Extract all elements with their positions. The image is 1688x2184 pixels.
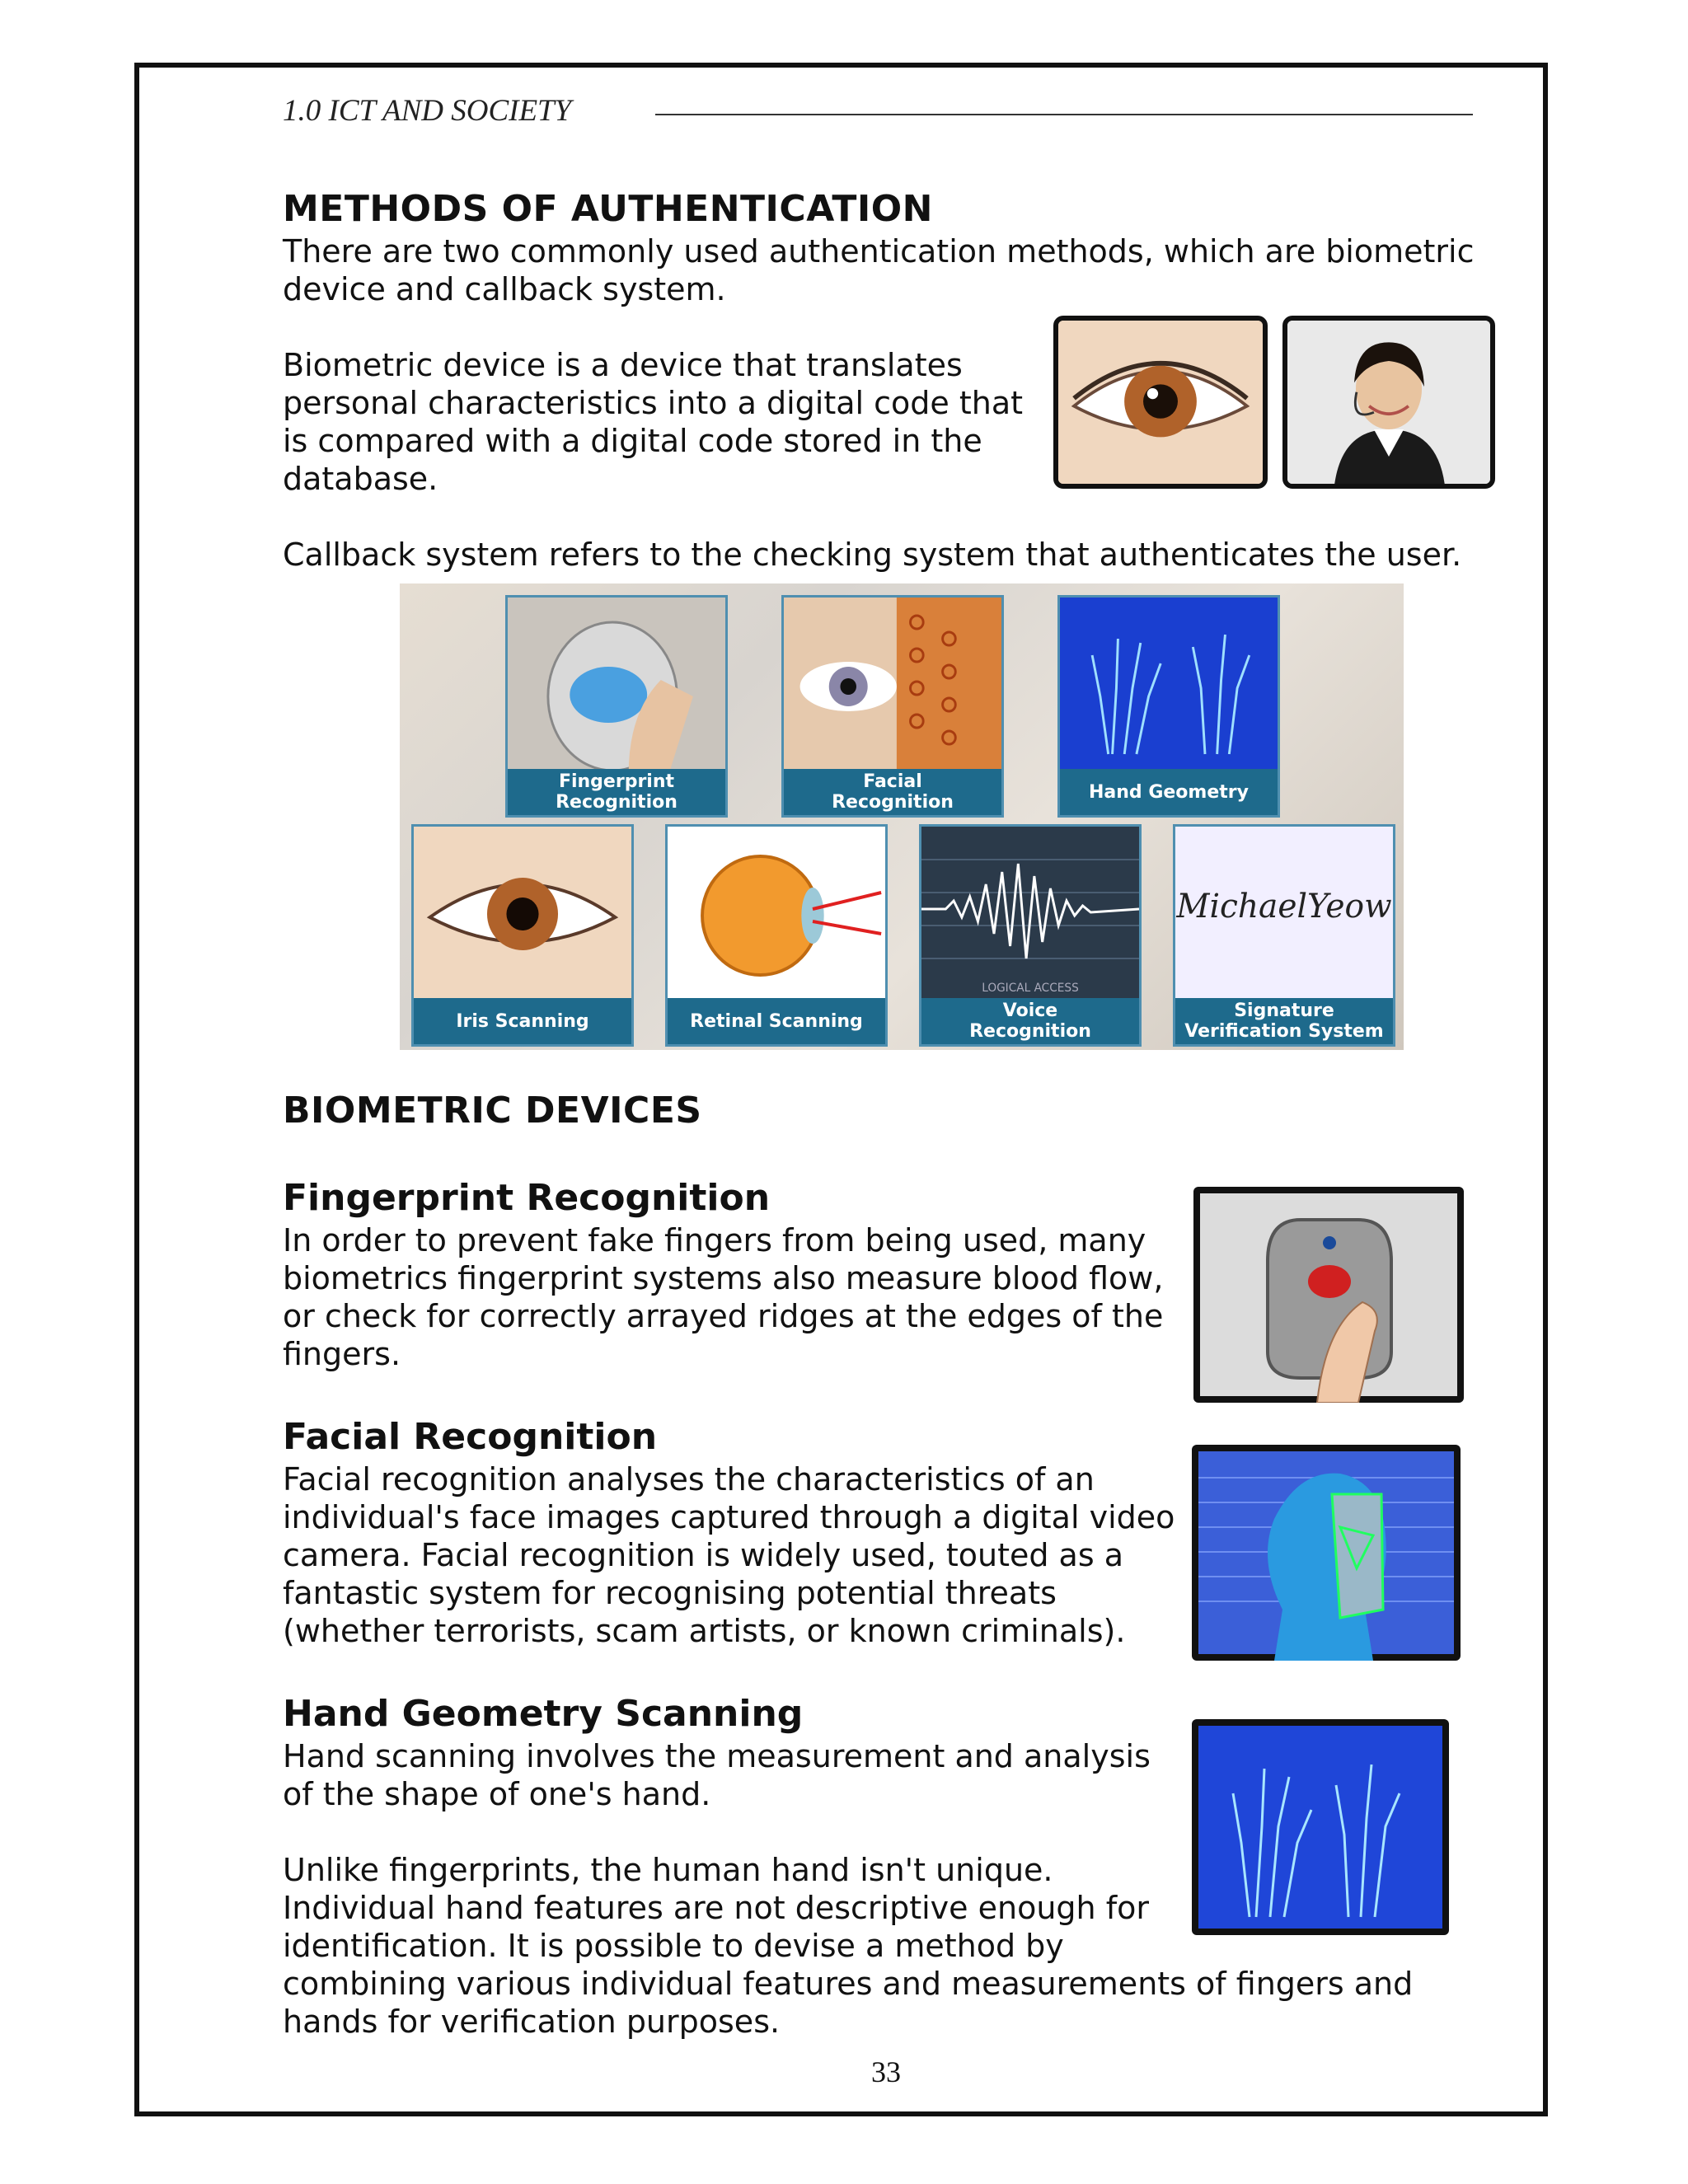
hand-line-2: of the shape of one's hand. [283,1776,711,1812]
iris-icon [414,827,631,1003]
tile-label: Fingerprint Recognition [508,769,725,815]
svg-text:LOGICAL ACCESS: LOGICAL ACCESS [982,981,1079,996]
eye-photo [1053,316,1268,489]
intro-line-1: There are two commonly used authentication methods, which are biometric [283,233,1475,269]
hand-geometry-image [1192,1719,1449,1935]
hand-line-7: hands for verification purposes. [283,2004,781,2040]
biometric-definition-line-2: personal characteristics into a digital code that [283,385,1024,421]
facial-line-3: camera. Facial recognition is widely used, touted as a [283,1537,1124,1573]
facial-line-2: individual's face images captured through a digital video [283,1499,1175,1535]
fingerprint-scanner-image [1193,1187,1464,1403]
fingerprint-title: Fingerprint Recognition [283,1177,771,1219]
biometric-definition-line-4: database. [283,461,438,497]
waveform-icon [921,827,1139,1003]
facial-eye-icon [784,598,1001,774]
signature-icon [1175,827,1393,1003]
facial-line-1: Facial recognition analyses the characteristics of an [283,1461,1095,1497]
tile-label: Iris Scanning [414,998,631,1044]
page-number: 33 [871,2055,901,2088]
svg-text:MichaelYeow: MichaelYeow [1176,887,1392,926]
facial-title: Facial Recognition [283,1416,658,1458]
section-title-authentication: METHODS OF AUTHENTICATION [283,188,933,230]
hand-line-4: Individual hand features are not descriptive enough for [283,1890,1149,1926]
hand-line-6: combining various individual features and measurements of fingers and [283,1966,1414,2002]
tile-label: Retinal Scanning [668,998,885,1044]
fingerprint-line-1: In order to prevent fake fingers from being used, many [283,1222,1146,1258]
eyeball-icon [668,827,885,1003]
hand-outline-icon [1060,598,1278,774]
tile-retinal-scanning [665,824,888,1047]
tile-fingerprint-recognition [505,595,728,818]
tile-label: Hand Geometry [1060,769,1278,815]
facial-line-4: fantastic system for recognising potential threats [283,1575,1057,1611]
tile-voice-recognition [919,824,1142,1047]
biometric-definition-line-1: Biometric device is a device that translates [283,347,963,383]
tile-label: Voice Recognition [921,998,1139,1044]
fingerprint-line-3: or check for correctly arrayed ridges at the edges of the [283,1298,1164,1334]
facial-recognition-image [1192,1445,1461,1661]
fingerprint-line-4: fingers. [283,1336,401,1372]
hand-title: Hand Geometry Scanning [283,1693,804,1735]
tile-label: Signature Verification System [1175,998,1393,1044]
biometric-definition-line-3: is compared with a digital code stored in the [283,423,982,459]
fingerprint-line-2: biometrics fingerprint systems also measure blood flow, [283,1260,1164,1296]
tile-signature-verification [1173,824,1395,1047]
callcenter-agent-photo [1282,316,1495,489]
tile-facial-recognition [781,595,1004,818]
facial-line-5: (whether terrorists, scam artists, or known criminals). [283,1613,1126,1649]
biometric-methods-collage [400,583,1404,1050]
tile-hand-geometry [1057,595,1280,818]
tile-iris-scanning [411,824,634,1047]
intro-line-2: device and callback system. [283,271,726,307]
header-rule [655,114,1473,115]
running-header: 1.0 ICT AND SOCIETY [283,94,572,128]
hand-line-5: identification. It is possible to devise a method by [283,1928,1064,1964]
section-title-biometric-devices: BIOMETRIC DEVICES [283,1090,702,1132]
tile-label: Facial Recognition [784,769,1001,815]
callback-definition: Callback system refers to the checking system that authenticates the user. [283,537,1462,573]
fingerprint-scanner-icon [508,598,725,774]
hand-line-1: Hand scanning involves the measurement and analysis [283,1738,1151,1774]
hand-line-3: Unlike fingerprints, the human hand isn't unique. [283,1852,1053,1888]
